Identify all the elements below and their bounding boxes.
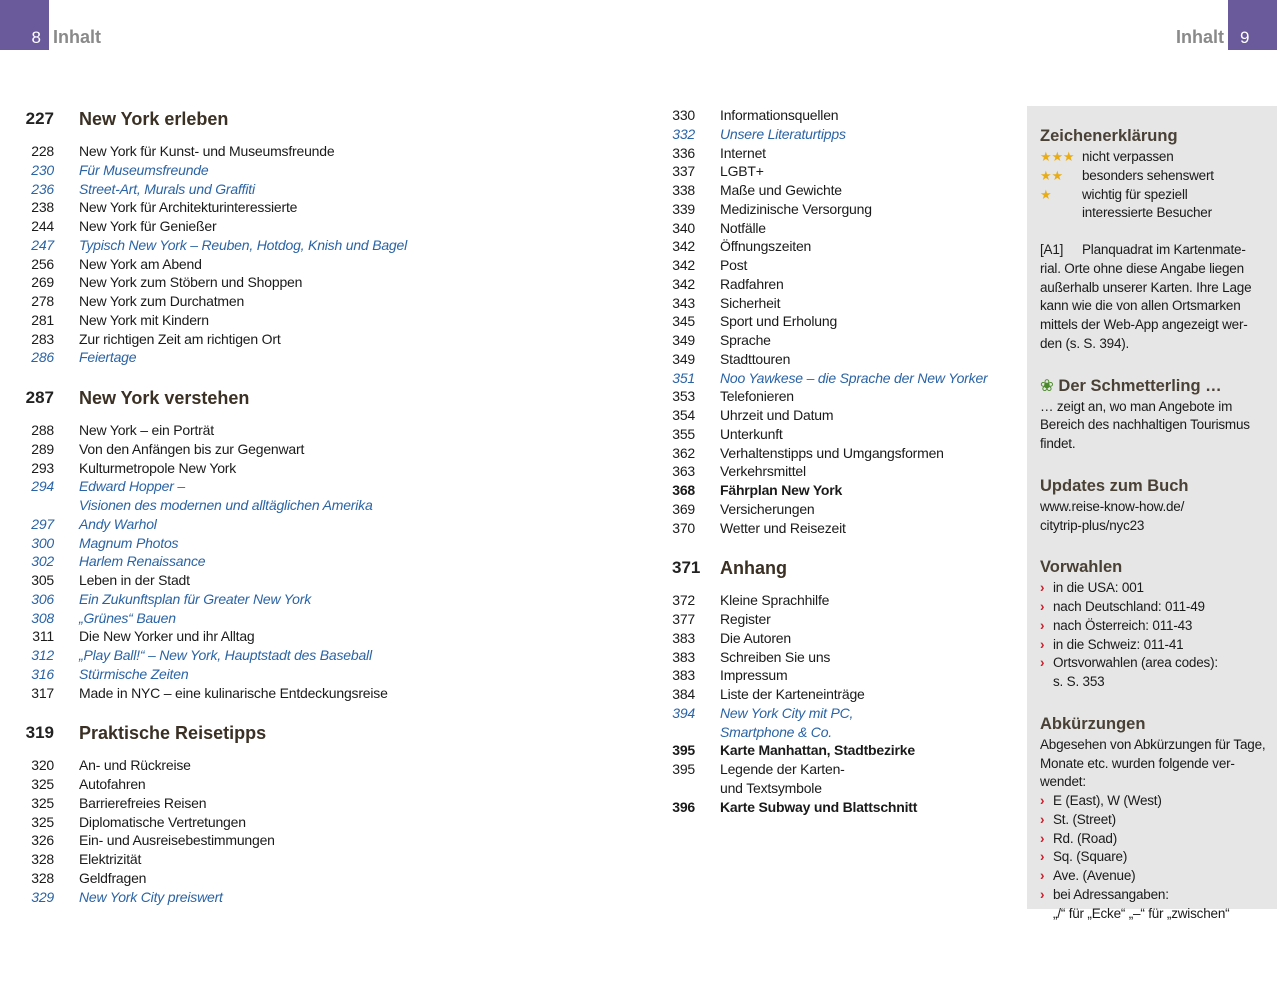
toc-page-number: 316 <box>31 665 54 682</box>
legend-title: Zeichenerklärung <box>1040 127 1178 145</box>
vorwahl-item: › nach Deutschland: 011-49 <box>1040 598 1269 617</box>
toc-page-number: 342 <box>672 275 695 292</box>
vorwahl-item: › nach Österreich: 011-43 <box>1040 617 1269 636</box>
toc-column-right <box>672 106 988 816</box>
toc-page-number: 368 <box>672 482 695 498</box>
toc-entry-title: Unsere Literaturtipps <box>720 125 846 142</box>
toc-page-number: 342 <box>672 257 695 273</box>
legend-text: nicht verpassen <box>1082 149 1174 164</box>
toc-entry-title: Noo Yawkese – die Sprache der New Yorker <box>720 369 988 386</box>
toc-page-number: 339 <box>672 200 695 217</box>
star-icon: ★★★ <box>1040 149 1075 164</box>
toc-page-number: 286 <box>31 349 54 366</box>
toc-page-number: 343 <box>672 294 695 311</box>
toc-page-number <box>672 779 720 798</box>
toc-entry-title: Stadttouren <box>720 350 791 367</box>
toc-entry-title: New York für Genießer <box>79 218 217 234</box>
toc-section-heading <box>0 720 407 746</box>
toc-page-number: 230 <box>31 161 54 178</box>
toc-page-number: 288 <box>31 422 54 438</box>
toc-entry <box>672 629 988 648</box>
vorwahl-item: › in die USA: 001 <box>1040 579 1269 598</box>
toc-entry-title: Autofahren <box>79 776 146 792</box>
toc-entry <box>672 685 988 704</box>
toc-entry <box>672 387 988 406</box>
toc-page-number: 351 <box>672 369 695 386</box>
toc-entry-title: Register <box>720 611 771 627</box>
toc-entry-title: Karte Subway und Blattschnitt <box>720 798 918 815</box>
toc-entry-title: Magnum Photos <box>79 534 179 551</box>
toc-entry-title: Fährplan New York <box>720 482 843 498</box>
abk-text-line: Monate etc. wurden folgende ver- <box>1040 755 1235 771</box>
section-page-number: 319 <box>25 723 54 743</box>
a1-text-line: rial. Orte ohne diese Angabe liegen <box>1040 260 1244 276</box>
toc-entry <box>0 888 407 907</box>
toc-entry-title: Notfälle <box>720 219 766 236</box>
toc-entry-title: Kleine Sprachhilfe <box>720 592 830 609</box>
toc-entry-title: Harlem Renaissance <box>79 553 206 570</box>
toc-entry-title: Feiertage <box>79 349 137 366</box>
a1-text-line: mittels der Web-App angezeigt wer- <box>1040 317 1248 332</box>
toc-entry <box>0 813 407 832</box>
toc-page-number: 256 <box>31 255 54 272</box>
a1-text-line: außerhalb unserer Karten. Ihre Lage <box>1040 279 1252 295</box>
chevron-right-icon: › <box>1040 617 1045 633</box>
section-title: Anhang <box>720 557 787 578</box>
toc-entry-title: Verhaltenstipps und Umgangsformen <box>720 444 944 461</box>
toc-entry <box>672 369 988 388</box>
section-title: New York verstehen <box>79 387 250 408</box>
toc-entry <box>0 255 407 274</box>
legend-sidebar <box>1027 106 1277 921</box>
toc-entry-title: Geldfragen <box>79 869 147 886</box>
toc-entry-title: New York für Architekturinteressierte <box>79 199 298 216</box>
toc-entry <box>0 571 407 590</box>
toc-entry-title: Smartphone & Co. <box>720 723 832 740</box>
legend-text: interessierte Besucher <box>1082 205 1212 221</box>
toc-page-number: 289 <box>31 440 54 457</box>
toc-page-number: 337 <box>672 163 695 180</box>
toc-entry-title: Visionen des modernen und alltäglichen Amerika <box>79 497 373 513</box>
butterfly-text-line: findet. <box>1040 436 1076 451</box>
chevron-right-icon: › <box>1040 655 1045 671</box>
toc-entry-title: Made in NYC – eine kulinarische Entdeckungsreise <box>79 684 388 701</box>
toc-entry <box>672 500 988 519</box>
toc-column-left <box>0 106 407 906</box>
chevron-right-icon: › <box>1040 599 1045 614</box>
toc-page-number: 377 <box>672 611 695 627</box>
toc-entry-title: Schreiben Sie uns <box>720 648 831 665</box>
toc-entry-title: Legende der Karten- <box>720 761 845 777</box>
chevron-right-icon: › <box>1040 793 1045 808</box>
toc-entry-title: Sprache <box>720 332 771 348</box>
toc-entry-title: Elektrizität <box>79 851 142 867</box>
toc-entry <box>0 180 407 199</box>
toc-entry-title: Andy Warhol <box>79 515 157 532</box>
toc-entry <box>0 292 407 311</box>
chevron-right-icon: › <box>1040 868 1045 883</box>
toc-entry <box>0 236 407 255</box>
toc-section-heading <box>0 385 407 411</box>
toc-entry <box>672 444 988 463</box>
chevron-right-icon: › <box>1040 580 1045 596</box>
toc-entry-title: Diplomatische Vertretungen <box>79 813 246 830</box>
toc-section-heading <box>0 106 407 132</box>
toc-entry <box>672 760 988 779</box>
toc-page-number: 320 <box>31 757 54 774</box>
section-page-number: 287 <box>25 388 54 407</box>
toc-entry-title: Unterkunft <box>720 425 783 442</box>
toc-page-number: 244 <box>31 218 54 234</box>
butterfly-title: ❀ Der Schmetterling … <box>1040 376 1222 395</box>
toc-entry-title: Liste der Karteneinträge <box>720 686 865 702</box>
toc-page-number: 300 <box>31 534 54 551</box>
toc-page-number: 236 <box>31 180 54 197</box>
toc-entry <box>672 425 988 444</box>
toc-page-number: 306 <box>31 590 54 607</box>
toc-entry-title: New York zum Stöbern und Shoppen <box>79 274 303 291</box>
toc-entry-title: Wetter und Reisezeit <box>720 519 846 536</box>
legend-text: wichtig für speziell <box>1082 186 1188 202</box>
chevron-right-icon: › <box>1040 811 1045 827</box>
toc-entry <box>672 666 988 685</box>
toc-entry-title: New York – ein Porträt <box>79 422 214 438</box>
toc-page-number: 394 <box>672 704 695 721</box>
toc-entry-title: Die Autoren <box>720 629 791 646</box>
toc-entry <box>672 294 988 313</box>
chevron-right-icon: › <box>1040 636 1045 652</box>
abk-title: Abkürzungen <box>1040 714 1146 733</box>
toc-entry-title: Barrierefreies Reisen <box>79 794 207 811</box>
toc-entry <box>0 590 407 609</box>
left-running-head: Inhalt <box>53 27 101 47</box>
toc-entry <box>672 704 988 723</box>
toc-entry <box>0 348 407 367</box>
a1-text-line: kann wie die von allen Ortsmarken <box>1040 298 1241 314</box>
toc-entry <box>672 106 988 125</box>
toc-page-number: 278 <box>31 293 54 309</box>
toc-entry <box>0 775 407 794</box>
toc-entry-title: und Textsymbole <box>720 779 822 796</box>
toc-entry <box>0 869 407 888</box>
toc-entry-title: New York für Kunst- und Museumsfreunde <box>79 143 335 159</box>
toc-entry <box>672 406 988 425</box>
toc-page-number: 383 <box>672 648 695 665</box>
toc-entry <box>0 217 407 236</box>
toc-entry <box>672 350 988 369</box>
toc-entry-title: Zur richtigen Zeit am richtigen Ort <box>79 330 281 347</box>
toc-page-number: 325 <box>31 813 54 830</box>
butterfly-icon: ❀ <box>1040 376 1054 395</box>
toc-page-number: 328 <box>31 869 54 886</box>
toc-page-number: 395 <box>672 761 695 777</box>
toc-page-number: 305 <box>31 572 54 588</box>
toc-entry <box>672 798 988 817</box>
abk-item: › Ave. (Avenue) <box>1040 867 1269 886</box>
toc-page-number: 349 <box>672 350 695 367</box>
left-page-number: 8 <box>0 0 49 50</box>
toc-entry <box>0 459 407 478</box>
toc-entry <box>0 609 407 628</box>
toc-page-number: 336 <box>672 144 695 161</box>
toc-entry <box>672 331 988 350</box>
toc-entry <box>672 162 988 181</box>
toc-entry <box>672 219 988 238</box>
star-icon: ★ <box>1040 186 1052 202</box>
toc-entry <box>672 519 988 538</box>
toc-entry <box>0 161 407 180</box>
butterfly-text-line: … zeigt an, wo man Angebote im <box>1040 398 1233 414</box>
toc-entry <box>672 723 988 742</box>
toc-page-number: 354 <box>672 407 695 423</box>
toc-page-number: 329 <box>31 888 54 905</box>
abk-extra: „/“ für „Ecke“ „–“ für „zwischen“ <box>1053 905 1230 921</box>
right-running-head: Inhalt <box>1176 27 1224 47</box>
toc-page-number: 332 <box>672 125 695 142</box>
toc-entry <box>672 237 988 256</box>
abk-text-line: wendet: <box>1040 774 1086 790</box>
toc-entry-title: New York mit Kindern <box>79 311 209 328</box>
toc-entry <box>0 646 407 665</box>
toc-entry <box>672 741 988 760</box>
toc-page-number: 340 <box>672 219 695 236</box>
toc-entry-title: Karte Manhattan, Stadtbezirke <box>720 742 915 759</box>
toc-entry-title: Uhrzeit und Datum <box>720 407 834 423</box>
toc-entry-title: Von den Anfängen bis zur Gegenwart <box>79 440 305 457</box>
toc-entry <box>0 684 407 703</box>
section-page-number: 371 <box>672 558 701 578</box>
toc-page-number: 363 <box>672 463 695 480</box>
toc-entry <box>0 477 407 496</box>
abk-item: › E (East), W (West) <box>1040 792 1269 811</box>
toc-entry-title: „Play Ball!“ – New York, Hauptstadt des Baseball <box>79 647 372 663</box>
toc-page-number: 383 <box>672 667 695 684</box>
toc-entry-title: Die New Yorker und ihr Alltag <box>79 628 255 645</box>
toc-page-number: 396 <box>672 798 695 815</box>
toc-entry-title: Öffnungszeiten <box>720 238 812 255</box>
updates-title: Updates zum Buch <box>1040 476 1189 495</box>
toc-entry-title: Post <box>720 257 748 273</box>
toc-page-number: 355 <box>672 425 695 442</box>
toc-entry <box>672 779 988 798</box>
toc-entry <box>672 481 988 500</box>
toc-page-number: 308 <box>31 609 54 626</box>
toc-page-number <box>0 496 79 515</box>
toc-entry <box>0 515 407 534</box>
toc-entry-title: Street-Art, Murals und Graffiti <box>79 180 255 197</box>
toc-entry <box>0 665 407 684</box>
toc-page-number: 328 <box>31 851 54 867</box>
toc-page-number: 228 <box>31 143 54 159</box>
toc-page-number: 293 <box>31 459 54 476</box>
a1-line: [A1] Planquadrat im Kartenmate- <box>1040 241 1269 260</box>
toc-page-number: 325 <box>31 776 54 792</box>
toc-page-number: 326 <box>31 832 54 849</box>
toc-page-number: 345 <box>672 313 695 330</box>
toc-entry-title: Leben in der Stadt <box>79 572 190 588</box>
toc-entry-title: New York am Abend <box>79 255 202 272</box>
toc-entry <box>0 850 407 869</box>
toc-entry <box>0 831 407 850</box>
toc-entry-title: Impressum <box>720 667 788 684</box>
toc-entry <box>0 311 407 330</box>
section-title: New York erleben <box>79 108 229 129</box>
toc-entry <box>0 552 407 571</box>
a1-code: [A1] <box>1040 242 1064 257</box>
toc-entry <box>672 648 988 667</box>
toc-entry <box>672 275 988 294</box>
toc-entry <box>0 756 407 775</box>
vorwahl-item: › Ortsvorwahlen (area codes): <box>1040 654 1269 673</box>
toc-entry-title: Ein- und Ausreisebestimmungen <box>79 832 275 849</box>
toc-page-number: 294 <box>31 478 54 495</box>
toc-entry-title: LGBT+ <box>720 163 764 180</box>
star-icon: ★★ <box>1040 167 1063 183</box>
toc-entry-title: Sport und Erholung <box>720 313 838 330</box>
legend-star-row <box>1040 204 1269 223</box>
abk-item: › Rd. (Road) <box>1040 830 1269 849</box>
toc-page-number: 297 <box>31 515 54 532</box>
toc-entry <box>672 200 988 219</box>
toc-page-number: 269 <box>31 274 54 291</box>
toc-entry <box>672 256 988 275</box>
legend-star-row <box>1040 186 1269 205</box>
toc-entry-title: Telefonieren <box>720 388 794 405</box>
abk-text-line: Abgesehen von Abkürzungen für Tage, <box>1040 736 1266 752</box>
toc-entry-title: Ein Zukunftsplan für Greater New York <box>79 590 312 607</box>
toc-entry-title: Typisch New York – Reuben, Hotdog, Knish und Bagel <box>79 236 408 253</box>
right-page-number: 9 <box>1228 0 1277 50</box>
toc-page-number: 342 <box>672 238 695 255</box>
toc-entry-title: Sicherheit <box>720 294 781 311</box>
chevron-right-icon: › <box>1040 849 1045 865</box>
toc-entry-title: „Grünes“ Bauen <box>79 609 176 626</box>
toc-entry-title: Für Museumsfreunde <box>79 161 209 178</box>
toc-entry <box>0 142 407 161</box>
abk-item: › Sq. (Square) <box>1040 848 1269 867</box>
toc-entry-title: Internet <box>720 144 766 161</box>
toc-page-number: 325 <box>31 794 54 811</box>
toc-entry <box>0 421 407 440</box>
toc-entry-title: Kulturmetropole New York <box>79 459 237 476</box>
abk-item: › bei Adressangaben: <box>1040 886 1269 905</box>
toc-page-number: 372 <box>672 592 695 609</box>
toc-entry <box>672 144 988 163</box>
toc-entry-title: New York City mit PC, <box>720 704 854 721</box>
toc-page-number: 338 <box>672 182 695 198</box>
toc-entry-title: Informationsquellen <box>720 107 839 123</box>
toc-entry-title: Stürmische Zeiten <box>79 665 189 682</box>
toc-entry <box>0 273 407 292</box>
toc-entry <box>672 610 988 629</box>
toc-page-number: 383 <box>672 629 695 646</box>
toc-entry <box>0 440 407 459</box>
toc-entry <box>672 125 988 144</box>
abk-item: › St. (Street) <box>1040 811 1269 830</box>
toc-entry-title: Medizinische Versorgung <box>720 200 872 217</box>
toc-entry <box>672 591 988 610</box>
toc-page-number: 317 <box>31 684 54 701</box>
toc-entry <box>672 312 988 331</box>
toc-entry-title: Radfahren <box>720 275 784 292</box>
toc-entry-title: Versicherungen <box>720 500 815 517</box>
toc-entry <box>672 462 988 481</box>
section-title: Praktische Reisetipps <box>79 722 267 743</box>
updates-url-line: www.reise-know-how.de/ <box>1040 498 1185 514</box>
toc-entry-title: New York zum Durchatmen <box>79 293 245 309</box>
legend-star-row <box>1040 148 1269 167</box>
legend-star-row <box>1040 167 1269 186</box>
toc-page-number: 247 <box>31 236 54 253</box>
toc-entry <box>0 198 407 217</box>
legend-text: besonders sehenswert <box>1082 167 1214 183</box>
toc-section-heading <box>672 555 988 581</box>
toc-entry <box>0 330 407 349</box>
a1-text-line: den (s. S. 394). <box>1040 335 1130 351</box>
toc-entry <box>0 627 407 646</box>
toc-entry-title: New York City preiswert <box>79 888 223 905</box>
butterfly-text-line: Bereich des nachhaltigen Tourismus <box>1040 417 1250 433</box>
toc-page-number: 311 <box>32 628 54 645</box>
toc-entry-title: Maße und Gewichte <box>720 182 842 198</box>
toc-page-number: 330 <box>672 107 695 123</box>
toc-entry-title: An- und Rückreise <box>79 757 191 774</box>
toc-entry <box>0 496 407 515</box>
updates-url-line: citytrip-plus/nyc23 <box>1040 517 1145 533</box>
toc-entry-title: Edward Hopper – <box>79 478 185 495</box>
toc-page-number: 395 <box>672 742 695 759</box>
toc-page-number: 283 <box>31 330 54 347</box>
toc-page-number: 281 <box>31 311 54 328</box>
toc-entry-title: Verkehrsmittel <box>720 463 806 480</box>
toc-entry <box>0 794 407 813</box>
toc-page-number: 353 <box>672 388 695 405</box>
toc-page-number: 369 <box>672 500 695 517</box>
toc-page-number: 349 <box>672 332 695 348</box>
chevron-right-icon: › <box>1040 830 1045 846</box>
toc-page-number: 362 <box>672 444 695 461</box>
toc-page-number: 312 <box>31 647 54 663</box>
chevron-right-icon: › <box>1040 886 1045 902</box>
vorwahlen-extra: s. S. 353 <box>1053 674 1105 689</box>
toc-page-number: 370 <box>672 519 695 536</box>
toc-page-number: 238 <box>31 199 54 216</box>
vorwahl-item: › in die Schweiz: 011-41 <box>1040 636 1269 655</box>
vorwahlen-title: Vorwahlen <box>1040 558 1123 577</box>
toc-page-number: 302 <box>31 553 54 570</box>
section-page-number: 227 <box>25 109 54 128</box>
toc-page-number <box>672 723 720 742</box>
toc-entry <box>0 534 407 553</box>
toc-page-number: 384 <box>672 686 695 702</box>
toc-entry <box>672 181 988 200</box>
